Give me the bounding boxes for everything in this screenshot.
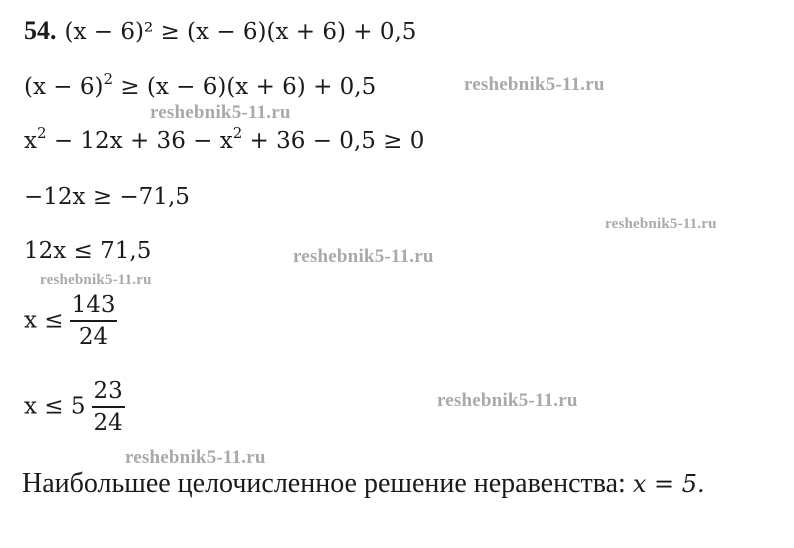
watermark: reshebnik5-11.ru	[40, 272, 152, 288]
answer-text: Наибольшее целочисленное решение неравенства:	[22, 468, 633, 499]
fraction	[92, 378, 125, 437]
denominator: 24	[93, 410, 123, 437]
problem-statement: (x − 6)² ≥ (x − 6)(x + 6) + 0,5	[64, 19, 417, 45]
watermark: reshebnik5-11.ru	[125, 447, 266, 468]
watermark: reshebnik5-11.ru	[293, 246, 434, 267]
step-3: −12x ≥ −71,5	[24, 184, 190, 210]
watermark: reshebnik5-11.ru	[605, 216, 717, 232]
step-1-exponent: 2	[103, 70, 113, 88]
watermark: reshebnik5-11.ru	[150, 102, 291, 123]
step-6-lhs: x ≤ 5	[24, 393, 86, 420]
step-1-part: ≥ (x − 6)(x + 6) + 0,5	[113, 74, 377, 100]
answer-line	[22, 468, 705, 500]
problem-header	[24, 18, 416, 44]
step-2-part: x	[24, 128, 37, 154]
numerator: 23	[93, 378, 123, 404]
answer-value: x = 5.	[632, 470, 705, 498]
step-1-part: (x − 6)	[24, 74, 104, 100]
step-2-part: + 36 − 0,5 ≥ 0	[242, 128, 425, 154]
fraction	[70, 292, 118, 351]
step-2-part: − 12x + 36 − x	[46, 128, 233, 154]
fraction-bar	[92, 406, 125, 408]
step-5	[24, 292, 117, 351]
problem-number: 54.	[24, 16, 57, 45]
denominator: 24	[78, 324, 109, 351]
step-4: 12x ≤ 71,5	[24, 238, 152, 264]
fraction-bar	[70, 320, 118, 322]
step-2-exponent: 2	[36, 124, 47, 142]
step-1	[24, 70, 377, 100]
watermark: reshebnik5-11.ru	[437, 390, 578, 411]
step-6	[24, 378, 125, 437]
step-5-lhs: x ≤	[24, 307, 64, 334]
step-2-exponent: 2	[232, 124, 243, 142]
numerator: 143	[71, 292, 116, 318]
watermark: reshebnik5-11.ru	[464, 74, 605, 95]
step-2	[24, 124, 425, 154]
